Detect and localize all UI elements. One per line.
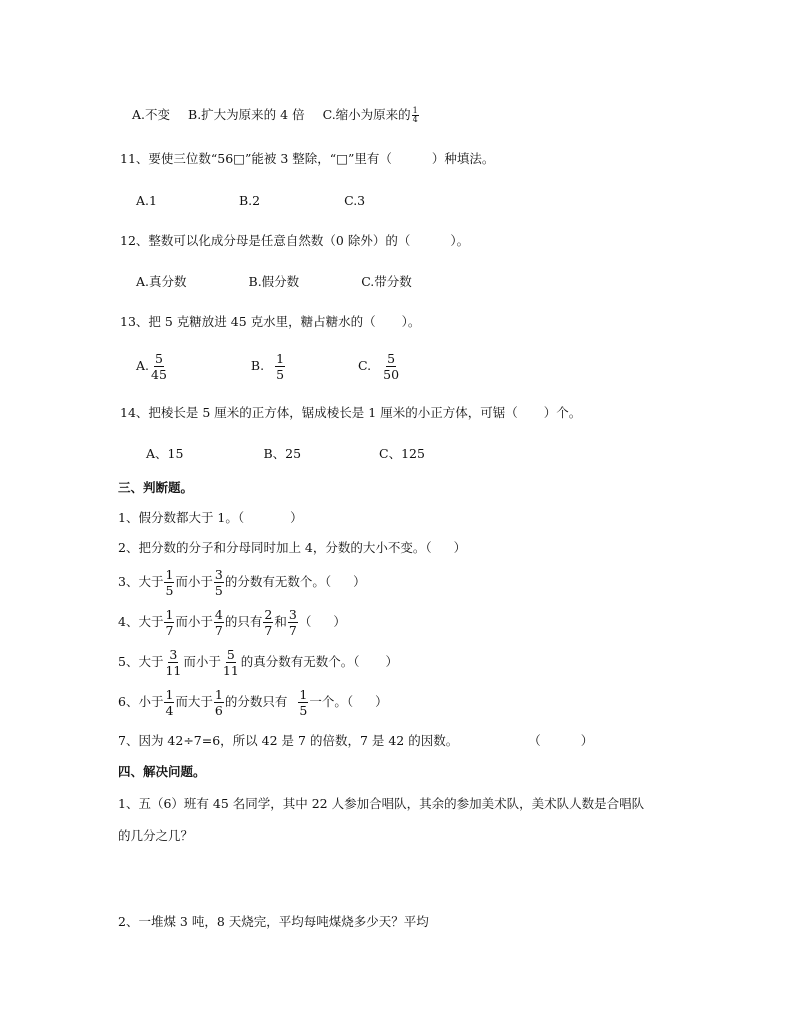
section-3-title: 三、判断题。 <box>118 480 194 495</box>
q12-stem: 12、整数可以化成分母是任意自然数（0 除外）的（ ）。 <box>120 233 470 248</box>
q12-options <box>136 273 412 291</box>
q10-options <box>132 106 420 124</box>
judge-5: 5、大于 $\frac{3}{11}$ 而小于 $\frac{5}{11}$ 的真分数有无数个。（ ） <box>118 647 399 678</box>
q14-option-b: B、25 <box>263 446 302 461</box>
judge-6-fraction-2: $\frac{1}{6}$ <box>214 687 223 718</box>
problem-1-line-2: 的几分之几？ <box>118 828 194 843</box>
judge-7: 7、因为 42÷7=6，所以 42 是 7 的倍数，7 是 42 的因数。 （ ） <box>118 733 594 748</box>
q13-stem: 13、把 5 克糖放进 45 克水里，糖占糖水的（ ）。 <box>120 314 421 329</box>
judge-5-fraction-1: $\frac{3}{11}$ <box>165 647 182 678</box>
judge-4-fraction-2: $\frac{4}{7}$ <box>214 607 223 638</box>
q13-option-a: A. $\frac{5}{45}$ <box>136 351 167 382</box>
q13-option-b-fraction: $\frac{1}{5}$ <box>276 351 285 382</box>
judge-6: 6、小于 $\frac{1}{4}$ 而大于 $\frac{1}{6}$ 的分数只有 $\frac{1}{5}$ 一个。（ ） <box>118 687 388 718</box>
q12-option-b: B.假分数 <box>248 274 300 289</box>
judge-4-fraction-1: $\frac{1}{7}$ <box>165 607 174 638</box>
judge-6-fraction-1: $\frac{1}{4}$ <box>165 687 174 718</box>
q13-options <box>136 348 401 384</box>
judge-3-fraction-1: $\frac{1}{5}$ <box>165 567 174 598</box>
q14-stem: 14、把棱长是 5 厘米的正方体，锯成棱长是 1 厘米的小正方体，可锯（ ）个。 <box>120 405 582 420</box>
q13-option-a-fraction: $\frac{5}{45}$ <box>151 351 167 382</box>
q11-option-c: C.3 <box>344 193 366 208</box>
judge-1: 1、假分数都大于 1。（ ） <box>118 510 303 525</box>
q10-option-b: B.扩大为原来的 4 倍 <box>188 107 305 122</box>
q14-option-a: A、15 <box>146 446 184 461</box>
q13-option-c: C. $\frac{5}{50}$ <box>358 351 400 382</box>
problem-2: 2、一堆煤 3 吨，8 天烧完，平均每吨煤烧多少天？平均 <box>118 914 429 929</box>
problem-1-line-1: 1、五（6）班有 45 名同学，其中 22 人参加合唱队，其余的参加美术队，美术队人数是合唱队 <box>118 796 645 811</box>
q11-options <box>136 192 365 210</box>
q11-stem: 11、要使三位数“56□”能被 3 整除，“□”里有（ ）种填法。 <box>120 151 495 166</box>
q11-option-a: A.1 <box>136 193 157 208</box>
q13-option-b: B. $\frac{1}{5}$ <box>250 351 285 382</box>
judge-3: 3、大于 $\frac{1}{5}$ 而小于 $\frac{3}{5}$ 的分数有无数个。（ ） <box>118 567 366 598</box>
section-4-title: 四、解决问题。 <box>118 764 206 779</box>
judge-6-fraction-3: $\frac{1}{5}$ <box>299 687 308 718</box>
q14-option-c: C、125 <box>379 446 425 461</box>
q12-option-c: C.带分数 <box>361 274 412 289</box>
q13-option-c-fraction: $\frac{5}{50}$ <box>383 351 400 382</box>
judge-2: 2、把分数的分子和分母同时加上 4，分数的大小不变。（ ） <box>118 540 467 555</box>
q10-option-c: C.缩小为原来的 <box>322 107 411 122</box>
judge-5-fraction-2: $\frac{5}{11}$ <box>222 647 239 678</box>
q14-options <box>146 445 425 463</box>
judge-3-fraction-2: $\frac{3}{5}$ <box>214 567 223 598</box>
q10-option-a: A.不变 <box>132 107 171 122</box>
judge-4-fraction-3: $\frac{2}{7}$ <box>264 607 273 638</box>
q11-option-b: B.2 <box>238 193 261 208</box>
judge-4: 4、大于 $\frac{1}{7}$ 而小于 $\frac{4}{7}$ 的只有 $\frac{2}{7}$ 和 $\frac{3}{7}$ （ ） <box>118 607 346 638</box>
q10-option-c-fraction: $\frac{1}{4}$ <box>412 106 418 124</box>
judge-4-fraction-4: $\frac{3}{7}$ <box>288 607 297 638</box>
q12-option-a: A.真分数 <box>136 274 187 289</box>
